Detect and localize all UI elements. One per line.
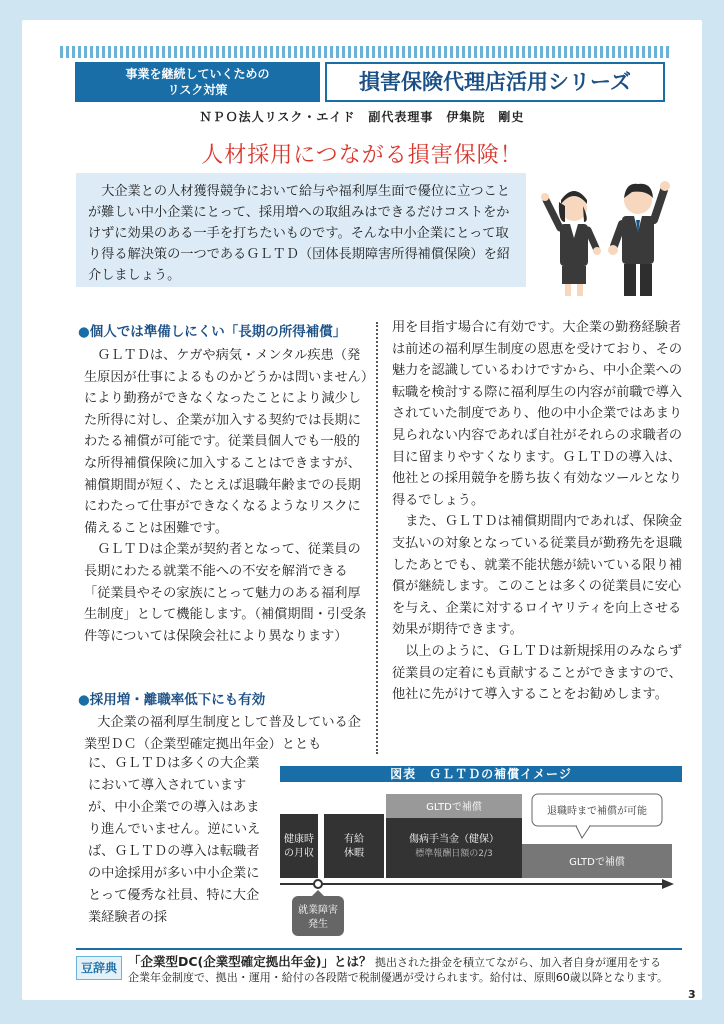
callout-text: 退職時まで補償が可能 — [547, 806, 647, 817]
glossary-title: 「企業型DC(企業型確定拠出年金)」とは？ — [128, 954, 372, 969]
man-figure — [608, 181, 670, 296]
section1-paragraph1: ＧＬＴＤは、ケガや病気・メンタル疾患（発生原因が仕事によるものかどうかは問いません）により勤務ができなくなったことにより減少した所得に対し、企業が加入する契約では長期にわたる補償が可能です。従業員個人でも一般的な所得補償保険に加入することはできますが、補償期間が短く、たとえば退職年齢までの長期にわたって仕事ができなくなるようなリスクに備えることは困難です。 — [84, 348, 368, 536]
event-line1: 就業障害 — [298, 905, 338, 916]
series-subtitle — [75, 62, 320, 102]
series-title: 損害保険代理店活用シリーズ — [325, 62, 665, 102]
section2-body-narrow: に、ＧＬＴＤは多くの大企業において導入されていますが、中小企業での導入はあまり進んでいません。逆にいえば、ＧＬＴＤの導入は転職者の中途採用が多い中小企業にとって優秀な社員、特に大企業経験者の採 — [88, 756, 261, 925]
series-subtitle-line2: リスク対策 — [167, 83, 228, 97]
bullet-dot-icon: ● — [78, 324, 90, 340]
series-header — [75, 62, 665, 102]
glossary-badge: 豆辞典 — [76, 956, 122, 980]
page-number: 3 — [688, 988, 696, 1001]
right-paragraph3: 以上のように、ＧＬＴＤは新規採用のみならず従業員の定着にも貢献することができますので、他社に先がけて導入することをお勧めします。 — [392, 643, 683, 703]
section2-heading-text: 採用増・離職率低下にも有効 — [89, 692, 266, 708]
section1-heading-text: 個人では準備しにくい「長期の所得補償」 — [89, 324, 347, 340]
gltd-top-label: GLTDで補償 — [426, 802, 482, 813]
gltd-bottom-label: GLTDで補償 — [569, 857, 625, 868]
woman-figure — [541, 191, 601, 296]
event-line2: 発生 — [308, 919, 328, 930]
healthy-income-block — [280, 814, 318, 878]
decorative-stripe-bar — [60, 46, 670, 58]
glossary-body1: 拠出された掛金を積立てながら、加入者自身が運用をする — [374, 956, 661, 969]
glossary-body2: 企業年金制度で、拠出・運用・給付の各段階で税制優遇が受けられます。給付は、原則60歳以降となります。 — [128, 971, 669, 984]
intro-box: 大企業との人材獲得競争において給与や福利厚生面で優位に立つことが難しい中小企業にとって、採用増への取組みはできるだけコストをかけずに効果のある一手を打ちたいものです。そんな中小企業にとって取り得る解決策の一つであるＧＬＴＤ（団体長期障害所得補償保険）を紹介しましょう。 — [76, 173, 526, 287]
glossary-text — [128, 954, 684, 985]
glossary-footnote — [76, 948, 682, 986]
figure-title: 図表 ＧＬＴＤの補償イメージ — [280, 766, 682, 782]
article-headline: 人材採用につながる損害保険！ — [201, 143, 523, 168]
gltd-coverage-diagram — [276, 784, 682, 940]
event-marker — [314, 880, 322, 888]
series-subtitle-line1: 事業を継続していくための — [125, 67, 270, 81]
author-byline: ＮＰＯ法人リスク・エイド 副代表理事 伊集院 剛史 — [199, 110, 525, 124]
paid-leave-line1: 有給 — [344, 834, 364, 845]
paid-leave-line2: 休暇 — [344, 848, 364, 859]
sick-allowance-line1: 傷病手当金（健保） — [409, 834, 499, 845]
sick-allowance-block — [386, 818, 522, 878]
section1-paragraph2: ＧＬＴＤは企業が契約者となって、従業員の長期にわたる就業不能への不安を解消できる「従業員やその家族にとって魅力のある福利厚生制度」として機能します。（補償期間・引受条件等については保険会社により異なります） — [84, 542, 367, 644]
paid-leave-block — [324, 814, 384, 878]
right-column-body — [392, 317, 684, 706]
right-paragraph1: 用を目指す場合に有効です。大企業の勤務経験者は前述の福利厚生制度の恩恵を受けており、その魅力を認識しているわけですから、中小企業への転職を検討する際に福利厚生の内容が前職で導入されていた制度であり、他の中小企業ではあまり見られない内容であれば自社がそれらの求職者の目に留まりやすくなります。ＧＬＴＤの導入は、他社との採用競争を勝ち抜く有効なツールとなり得るでしょう。 — [392, 320, 683, 508]
healthy-income-line2: の月収 — [284, 848, 314, 859]
right-paragraph2: また、ＧＬＴＤは補償期間内であれば、保険金支払いの対象となっている従業員が勤務先を退職したあとでも、就業不能状態が続いている限り補償が継続します。このことは多くの従業員に安心を与え、企業に対するロイヤリティを向上させる効果が期待できます。 — [392, 514, 683, 638]
section1-heading — [78, 320, 346, 340]
bullet-dot-icon: ● — [78, 692, 90, 708]
healthy-income-line1: 健康時 — [284, 834, 314, 845]
section2-heading — [78, 688, 265, 708]
section2-body-wide — [84, 712, 370, 755]
timeline-arrow-icon — [662, 879, 674, 889]
section1-body — [84, 345, 370, 647]
business-people-cheering-illustration — [532, 170, 682, 300]
column-divider — [376, 322, 378, 754]
section2-paragraph-start: 大企業の福利厚生制度として普及している企業型ＤＣ（企業型確定拠出年金）ととも — [84, 715, 361, 752]
callout-tail — [576, 826, 590, 838]
sick-allowance-line2: 標準報酬日額の2/3 — [415, 849, 493, 859]
event-box — [292, 896, 344, 936]
